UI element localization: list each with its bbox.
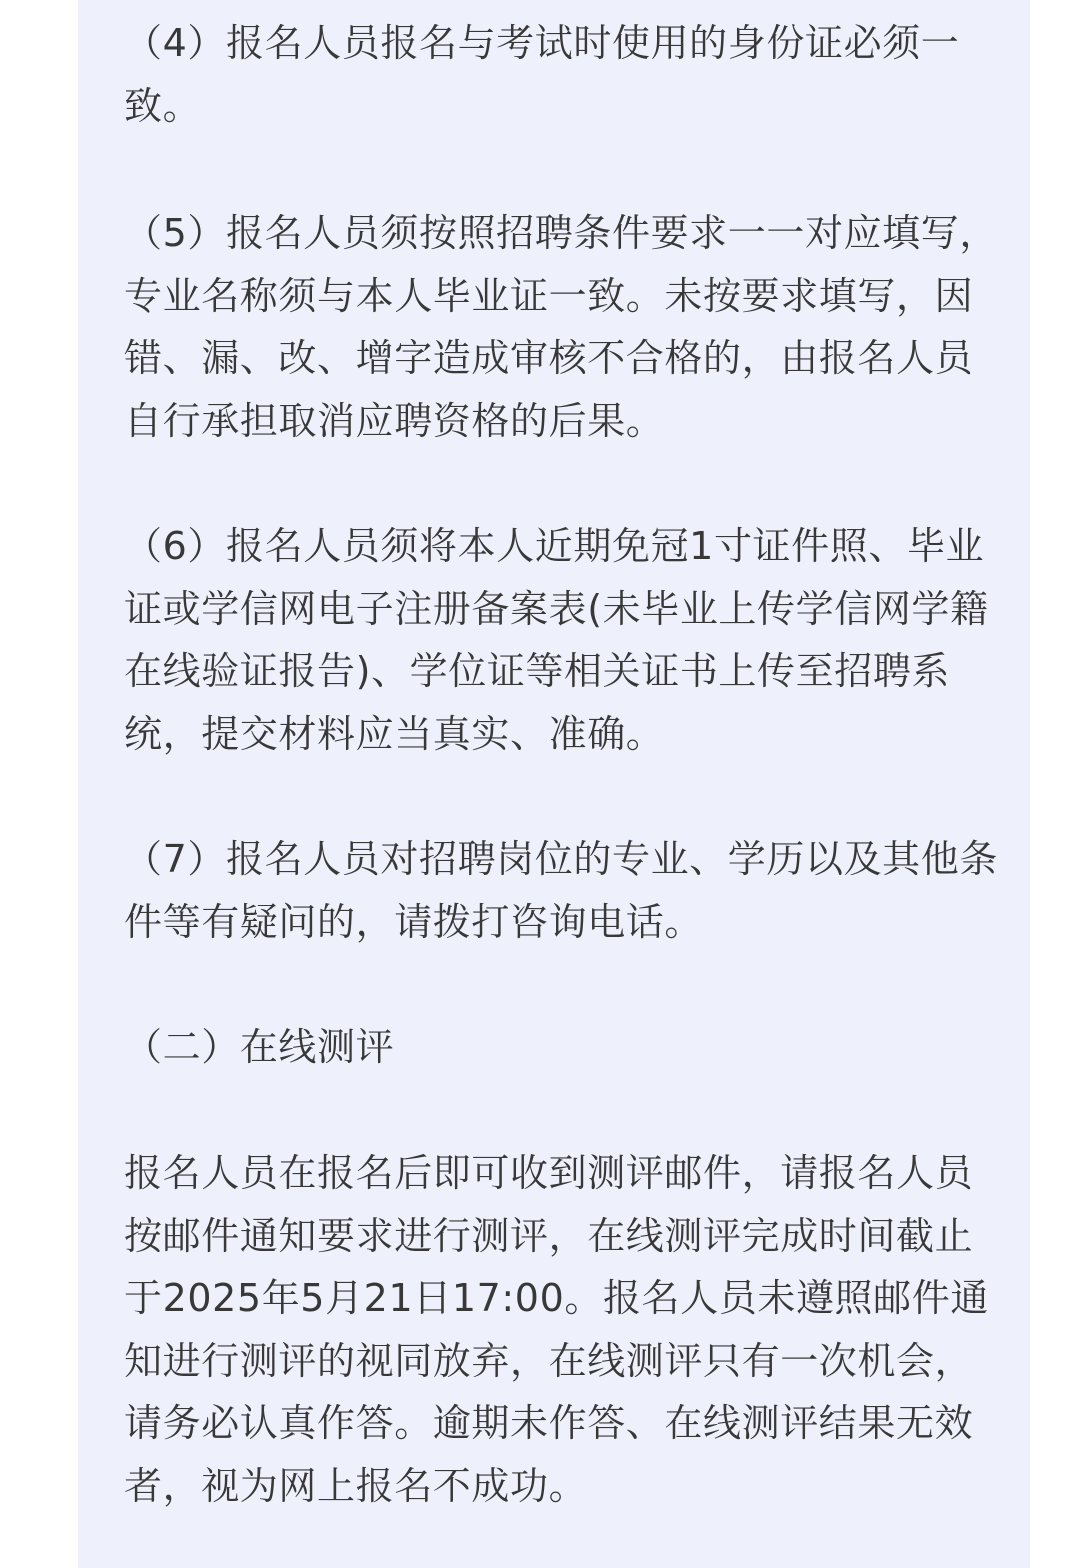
paragraph-item-4: （4）报名人员报名与考试时使用的身份证必须一致。 <box>124 21 960 128</box>
content-panel <box>78 0 1030 1568</box>
paragraph-online-assessment: 报名人员在报名后即可收到测评邮件，请报名人员按邮件通知要求进行测评，在线测评完成时间截止于2025年5月21日17:00。报名人员未遵照邮件通知进行测评的视同放弃，在线测评只有一次机会，请务必认真作答。逾期未作答、在线测评结果无效者，视为网上报名不成功。 <box>124 1151 989 1508</box>
paragraph-item-6: （6）报名人员须将本人近期免冠1寸证件照、毕业证或学信网电子注册备案表(未毕业上传学信网学籍在线验证报告)、学位证等相关证书上传至招聘系统，提交材料应当真实、准确。 <box>124 524 989 756</box>
paragraph-item-5: （5）报名人员须按照招聘条件要求一一对应填写，专业名称须与本人毕业证一致。未按要求填写，因错、漏、改、增字造成审核不合格的，由报名人员自行承担取消应聘资格的后果。 <box>124 211 998 443</box>
section-heading-online-assessment: （二）在线测评 <box>124 1025 395 1069</box>
paragraph-item-7: （7）报名人员对招聘岗位的专业、学历以及其他条件等有疑问的，请拨打咨询电话。 <box>124 837 998 944</box>
